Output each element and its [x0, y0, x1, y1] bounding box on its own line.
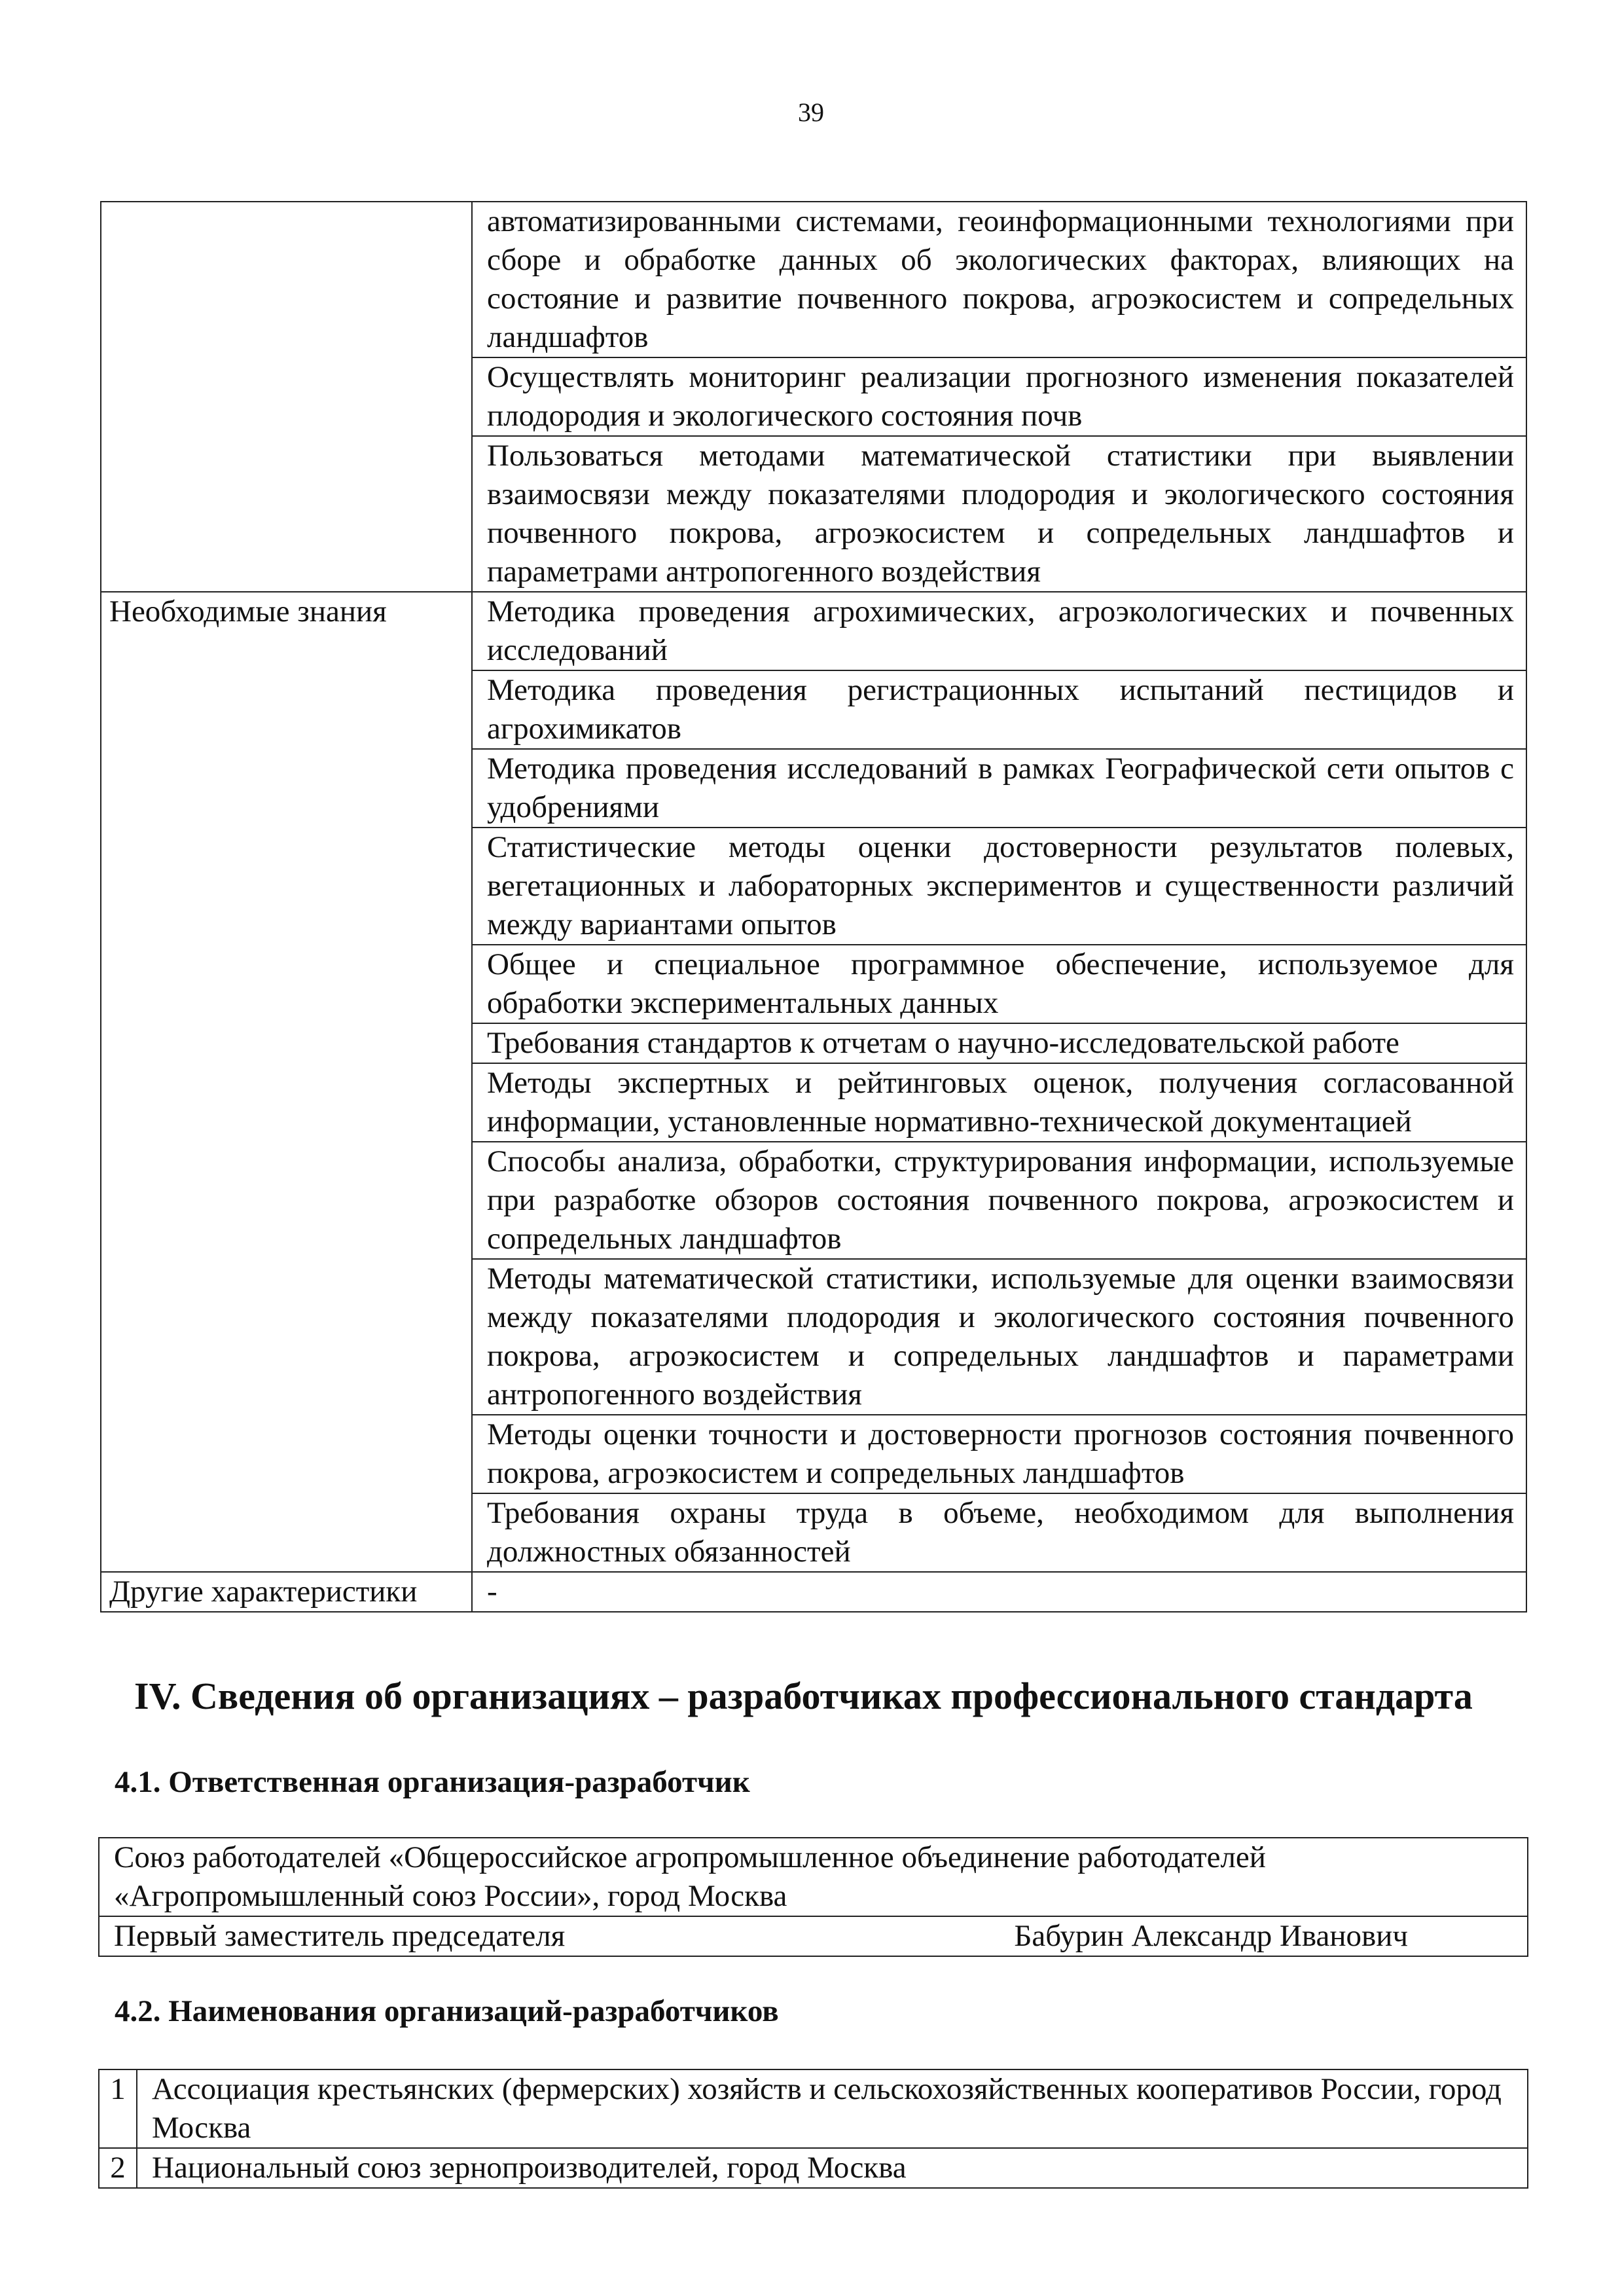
- skill-cell: автоматизированными системами, геоинформационными технологиями при сборе и обработке данных об экологических факторах, влияющих на состояние и развитие почвенного покрова, агроэкосистем и сопредельных ландшафтов: [472, 202, 1526, 357]
- table-row: [101, 828, 1526, 945]
- table-row: [101, 592, 1526, 670]
- signatory-position: Первый заместитель председателя: [114, 1919, 566, 1953]
- table-row: [101, 202, 1526, 357]
- row-number: 2: [99, 2148, 137, 2188]
- knowledge-cell: Способы анализа, обработки, структурирования информации, используемые при разработке обзоров состояния почвенного покрова, агроэкосистем и сопредельных ландшафтов: [472, 1142, 1526, 1259]
- row-number: 1: [99, 2069, 137, 2148]
- developers-table: [98, 2069, 1528, 2189]
- responsible-org-table: [98, 1837, 1528, 1957]
- knowledge-label: Необходимые знания: [101, 592, 472, 670]
- signatory-row: [114, 1917, 1513, 1956]
- table-row: [101, 436, 1526, 592]
- developers-heading: 4.2. Наименования организаций-разработчиков: [115, 1994, 779, 2028]
- knowledge-cell: Методика проведения агрохимических, агроэкологических и почвенных исследований: [472, 592, 1526, 670]
- table-row: [101, 1023, 1526, 1063]
- knowledge-cell: Методы оценки точности и достоверности прогнозов состояния почвенного покрова, агроэкосистем и сопредельных ландшафтов: [472, 1415, 1526, 1493]
- table-row: [101, 1572, 1526, 1612]
- knowledge-cell: Методы экспертных и рейтинговых оценок, получения согласованной информации, установленные нормативно-технической документацией: [472, 1063, 1526, 1142]
- knowledge-cell: Требования стандартов к отчетам о научно-исследовательской работе: [472, 1023, 1526, 1063]
- table-row: [101, 1259, 1526, 1415]
- table-row: [99, 1916, 1528, 1956]
- knowledge-cell: Методика проведения регистрационных испытаний пестицидов и агрохимикатов: [472, 670, 1526, 749]
- table-row: [99, 1838, 1528, 1916]
- empty-label-cell: [101, 202, 472, 357]
- responsible-heading: 4.1. Ответственная организация-разработчик: [115, 1765, 750, 1799]
- knowledge-cell: Требования охраны труда в объеме, необходимом для выполнения должностных обязанностей: [472, 1493, 1526, 1572]
- knowledge-cell: Общее и специальное программное обеспечение, используемое для обработки экспериментальных данных: [472, 945, 1526, 1023]
- empty-label-cell: [101, 357, 472, 436]
- table-row: [101, 749, 1526, 828]
- developer-name: Национальный союз зернопроизводителей, город Москва: [137, 2148, 1528, 2188]
- table-row: [99, 2148, 1528, 2188]
- table-row: [101, 1493, 1526, 1572]
- knowledge-cell: Методы математической статистики, используемые для оценки взаимосвязи между показателями плодородия и экологического состояния почвенного покрова, агроэкосистем и сопредельных ландшафтов и параметрами антропогенного воздействия: [472, 1259, 1526, 1415]
- section-title: IV. Сведения об организациях – разработчиках профессионального стандарта: [134, 1675, 1473, 1717]
- empty-label-cell: [101, 436, 472, 592]
- competency-table: [100, 201, 1527, 1613]
- table-row: [101, 1415, 1526, 1493]
- table-row: [101, 357, 1526, 436]
- skill-cell: Пользоваться методами математической статистики при выявлении взаимосвязи между показателями плодородия и экологического состояния почвенного покрова, агроэкосистем и сопредельных ландшафтов и параметрами антропогенного воздействия: [472, 436, 1526, 592]
- table-row: [101, 1063, 1526, 1142]
- org-name: Союз работодателей «Общероссийское агропромышленное объединение работодателей «Агропромышленный союз России», город Москва: [99, 1838, 1528, 1916]
- skill-cell: Осуществлять мониторинг реализации прогнозного изменения показателей плодородия и экологического состояния почв: [472, 357, 1526, 436]
- table-row: [101, 945, 1526, 1023]
- developer-name: Ассоциация крестьянских (фермерских) хозяйств и сельскохозяйственных кооперативов России, город Москва: [137, 2069, 1528, 2148]
- table-row: [99, 2069, 1528, 2148]
- table-row: [101, 670, 1526, 749]
- other-label: Другие характеристики: [101, 1572, 472, 1612]
- table-row: [101, 1142, 1526, 1259]
- other-value: -: [472, 1572, 1526, 1612]
- page-number: 39: [798, 98, 824, 127]
- knowledge-cell: Методика проведения исследований в рамках Географической сети опытов с удобрениями: [472, 749, 1526, 828]
- signatory-name: Бабурин Александр Иванович: [1014, 1919, 1408, 1953]
- knowledge-cell: Статистические методы оценки достоверности результатов полевых, вегетационных и лабораторных экспериментов и существенности различий между вариантами опытов: [472, 828, 1526, 945]
